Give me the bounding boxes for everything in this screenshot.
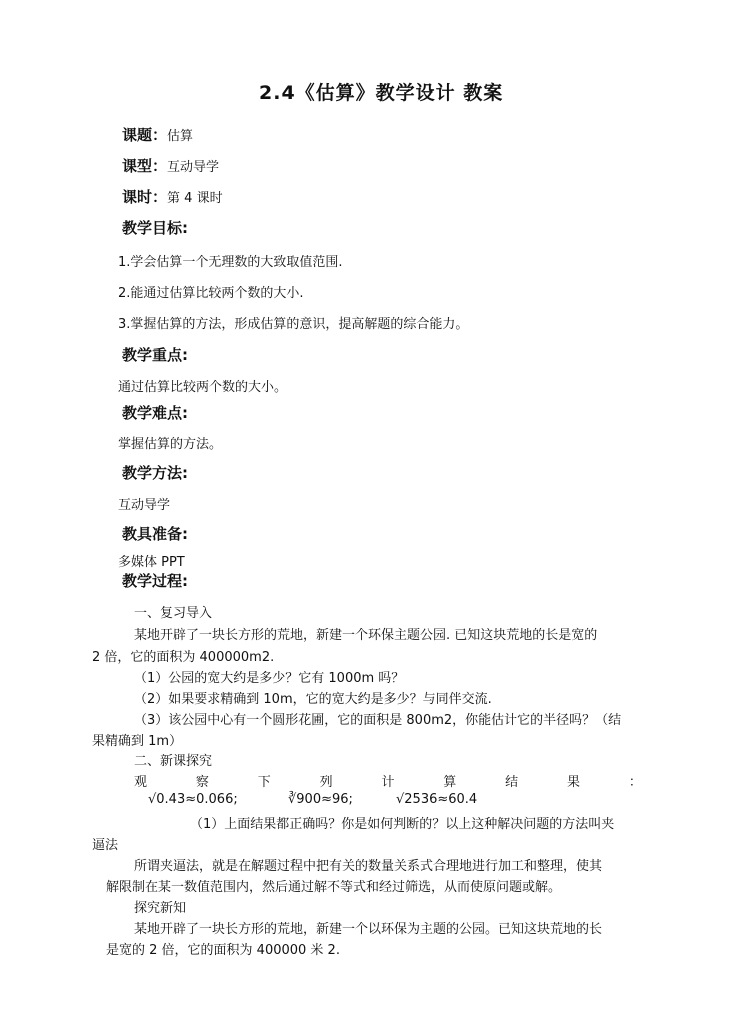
observe-char: 下 <box>257 775 271 790</box>
observe-char: 计 <box>381 775 395 790</box>
difficulty-heading: 教学难点: <box>122 404 188 422</box>
type-line: 课型：互动导学 <box>122 157 220 175</box>
method-text: 互动导学 <box>118 498 171 513</box>
section1-paragraph-line2: 2 倍，它的面积为 400000m2. <box>92 650 275 665</box>
tools-text: 多媒体 PPT <box>118 555 185 570</box>
observe-char: 察 <box>195 775 209 790</box>
page-title: 2.4《估算》教学设计 教案 <box>259 82 504 104</box>
section2-title: 二、新课探究 <box>134 754 213 769</box>
difficulty-text: 掌握估算的方法。 <box>118 437 223 452</box>
explore-line1: 某地开辟了一块长方形的荒地，新建一个以环保为主题的公园。已知这块荒地的长 <box>134 922 603 937</box>
type-label: 课型 <box>122 157 153 175</box>
topic-value: 估算 <box>167 129 194 144</box>
question-1: （1）公园的宽大约是多少？它有 1000m 吗？ <box>134 671 405 686</box>
reflection-line2: 逼法 <box>92 838 119 853</box>
formula-2: ∛900≈96; <box>288 792 353 807</box>
period-line: 课时：第 4 课时 <box>122 188 223 206</box>
observe-char: 列 <box>319 775 333 790</box>
observe-char: 结 <box>505 775 519 790</box>
section1-paragraph-line1: 某地开辟了一块长方形的荒地，新建一个环保主题公园. 已知这块荒地的长是宽的 <box>134 628 598 643</box>
definition-line2: 解限制在某一数值范围内，然后通过解不等式和经过筛选，从而使原问题或解。 <box>106 880 562 895</box>
observe-line <box>134 771 642 790</box>
formula-1: √0.43≈0.066; <box>148 792 238 807</box>
observe-char: ： <box>628 775 642 790</box>
period-label: 课时 <box>122 188 153 206</box>
method-heading: 教学方法: <box>122 464 188 482</box>
tools-heading: 教具准备: <box>122 525 188 543</box>
observe-char: 果 <box>567 775 581 790</box>
reflection-line1: （1）上面结果都正确吗？你是如何判断的？以上这种解决问题的方法叫夹 <box>190 817 615 832</box>
goal-item-1: 1.学会估算一个无理数的大致取值范围. <box>118 255 343 270</box>
observe-char: 观 <box>134 775 148 790</box>
definition-line1: 所谓夹逼法，就是在解题过程中把有关的数量关系式合理地进行加工和整理，使其 <box>134 859 603 874</box>
explore-line2: 是宽的 2 倍，它的面积为 400000 米 2. <box>106 943 340 958</box>
goal-item-3: 3.掌握估算的方法，形成估算的意识，提高解题的综合能力。 <box>118 317 469 332</box>
explore-title: 探究新知 <box>134 901 187 916</box>
period-value: 第 4 课时 <box>167 191 223 206</box>
observe-char: 算 <box>443 775 457 790</box>
type-value: 互动导学 <box>167 160 220 175</box>
process-heading: 教学过程: <box>122 572 188 590</box>
question-3-line2: 果精确到 1m） <box>92 734 183 749</box>
goal-item-2: 2.能通过估算比较两个数的大小. <box>118 286 304 301</box>
goals-heading: 教学目标: <box>122 219 188 237</box>
section1-title: 一、复习导入 <box>134 606 213 621</box>
question-2: （2）如果要求精确到 10m，它的宽大约是多少？与同伴交流. <box>134 692 492 707</box>
topic-label: 课题 <box>122 126 153 144</box>
focus-text: 通过估算比较两个数的大小。 <box>118 380 288 395</box>
focus-heading: 教学重点: <box>122 346 188 364</box>
formula-3: √2536≈60.4 <box>396 792 478 807</box>
topic-line: 课题：估算 <box>122 126 194 144</box>
question-3-line1: （3）该公园中心有一个圆形花圃，它的面积是 800m2，你能估计它的半径吗？（结 <box>134 713 622 728</box>
